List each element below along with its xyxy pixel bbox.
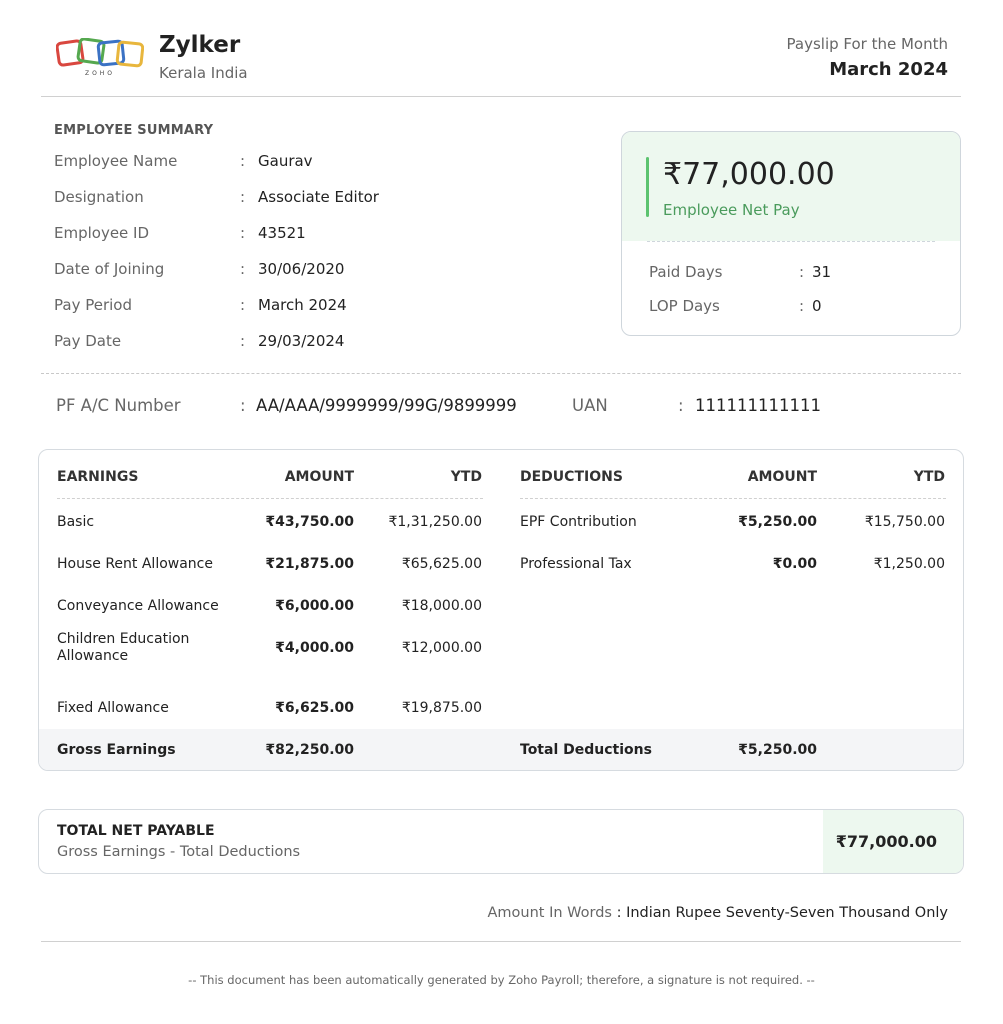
uan-value: 111111111111 (695, 396, 821, 415)
lop-days-value: 0 (812, 297, 822, 315)
separator: : (799, 297, 805, 315)
card-divider (647, 241, 935, 242)
deductions-ytd-header: YTD (913, 469, 945, 485)
summary-row (54, 260, 574, 280)
accent-bar (646, 157, 649, 217)
net-pay-label: Employee Net Pay (663, 201, 800, 219)
amount-in-words-separator: : (611, 905, 627, 921)
total-net-payable-title: TOTAL NET PAYABLE (57, 823, 215, 839)
deduction-name: EPF Contribution (520, 514, 637, 530)
paid-days-value: 31 (812, 263, 832, 281)
net-pay-card (621, 131, 961, 336)
payslip-heading: Payslip For the Month (786, 35, 948, 53)
deduction-ytd: ₹1,250.00 (873, 556, 945, 572)
pf-separator: : (240, 396, 246, 415)
summary-row (54, 332, 574, 352)
summary-label: Date of Joining (54, 260, 165, 278)
earning-ytd: ₹18,000.00 (401, 598, 482, 614)
separator: : (240, 224, 246, 242)
total-deductions-label: Total Deductions (520, 742, 652, 758)
earnings-ytd-header: YTD (450, 469, 482, 485)
summary-label: Employee ID (54, 224, 150, 242)
earning-name: Conveyance Allowance (57, 598, 219, 614)
separator: : (240, 332, 246, 350)
summary-value: Associate Editor (258, 188, 379, 206)
separator: : (240, 152, 246, 170)
earnings-header: EARNINGS (57, 469, 139, 485)
summary-row (54, 224, 574, 244)
earning-ytd: ₹12,000.00 (401, 640, 482, 656)
footer-note: -- This document has been automatically generated by Zoho Payroll; therefore, a signature is not required. -- (188, 973, 815, 987)
lop-days-label: LOP Days (649, 297, 720, 315)
gross-earnings-label: Gross Earnings (57, 742, 176, 758)
earnings-deductions-table (38, 449, 964, 771)
amount-in-words-value: Indian Rupee Seventy-Seven Thousand Only (626, 905, 948, 921)
lop-days-row (649, 297, 939, 317)
zoho-logo (56, 38, 144, 78)
earning-ytd: ₹19,875.00 (401, 700, 482, 716)
summary-value: 43521 (258, 224, 306, 242)
uan-separator: : (678, 396, 684, 415)
pf-value: AA/AAA/9999999/99G/9899999 (256, 396, 517, 415)
deduction-ytd: ₹15,750.00 (864, 514, 945, 530)
employee-summary-title: EMPLOYEE SUMMARY (54, 123, 214, 138)
payslip-month: March 2024 (829, 59, 948, 80)
summary-label: Pay Date (54, 332, 122, 350)
deduction-amount: ₹0.00 (772, 556, 817, 572)
pf-label: PF A/C Number (56, 396, 181, 415)
footer-divider (41, 941, 961, 942)
earning-amount: ₹6,625.00 (275, 700, 354, 716)
total-deductions-amount: ₹5,250.00 (738, 742, 817, 758)
paid-days-label: Paid Days (649, 263, 723, 281)
uan-label: UAN (572, 396, 608, 415)
summary-row (54, 296, 574, 316)
deductions-header-divider (520, 498, 946, 499)
amount-in-words (487, 905, 948, 921)
deduction-amount: ₹5,250.00 (738, 514, 817, 530)
summary-value: Gaurav (258, 152, 313, 170)
deduction-name: Professional Tax (520, 556, 632, 572)
earning-amount: ₹21,875.00 (265, 556, 354, 572)
header-divider (41, 96, 961, 97)
earning-name: Children Education Allowance (57, 631, 190, 664)
earning-amount: ₹43,750.00 (265, 514, 354, 530)
company-name: Zylker (159, 32, 241, 58)
summary-value: 30/06/2020 (258, 260, 345, 278)
gross-earnings-amount: ₹82,250.00 (265, 742, 354, 758)
summary-value: 29/03/2024 (258, 332, 345, 350)
table-footer (39, 729, 963, 771)
paid-days-row (649, 263, 939, 283)
earning-name: Basic (57, 514, 95, 530)
logo-text: ZOHO (84, 70, 116, 77)
total-net-payable (38, 809, 964, 874)
total-net-payable-subtitle: Gross Earnings - Total Deductions (57, 844, 301, 860)
summary-label: Pay Period (54, 296, 132, 314)
earning-amount: ₹6,000.00 (275, 598, 354, 614)
summary-label: Employee Name (54, 152, 178, 170)
summary-value: March 2024 (258, 296, 347, 314)
earnings-header-divider (57, 498, 483, 499)
earning-ytd: ₹1,31,250.00 (388, 514, 482, 530)
earning-name: House Rent Allowance (57, 556, 213, 572)
amount-in-words-label: Amount In Words (487, 905, 612, 921)
deductions-header: DEDUCTIONS (520, 469, 623, 485)
separator: : (240, 296, 246, 314)
earning-name: Fixed Allowance (57, 700, 169, 716)
earning-ytd: ₹65,625.00 (401, 556, 482, 572)
summary-row (54, 188, 574, 208)
separator: : (240, 188, 246, 206)
net-pay-amount: ₹77,000.00 (663, 157, 835, 192)
summary-label: Designation (54, 188, 144, 206)
deductions-amount-header: AMOUNT (747, 469, 817, 485)
earning-amount: ₹4,000.00 (275, 640, 354, 656)
separator: : (799, 263, 805, 281)
summary-row (54, 152, 574, 172)
total-net-payable-amount: ₹77,000.00 (835, 832, 937, 851)
earnings-amount-header: AMOUNT (284, 469, 354, 485)
company-location: Kerala India (159, 64, 248, 82)
separator: : (240, 260, 246, 278)
summary-divider (41, 373, 961, 374)
